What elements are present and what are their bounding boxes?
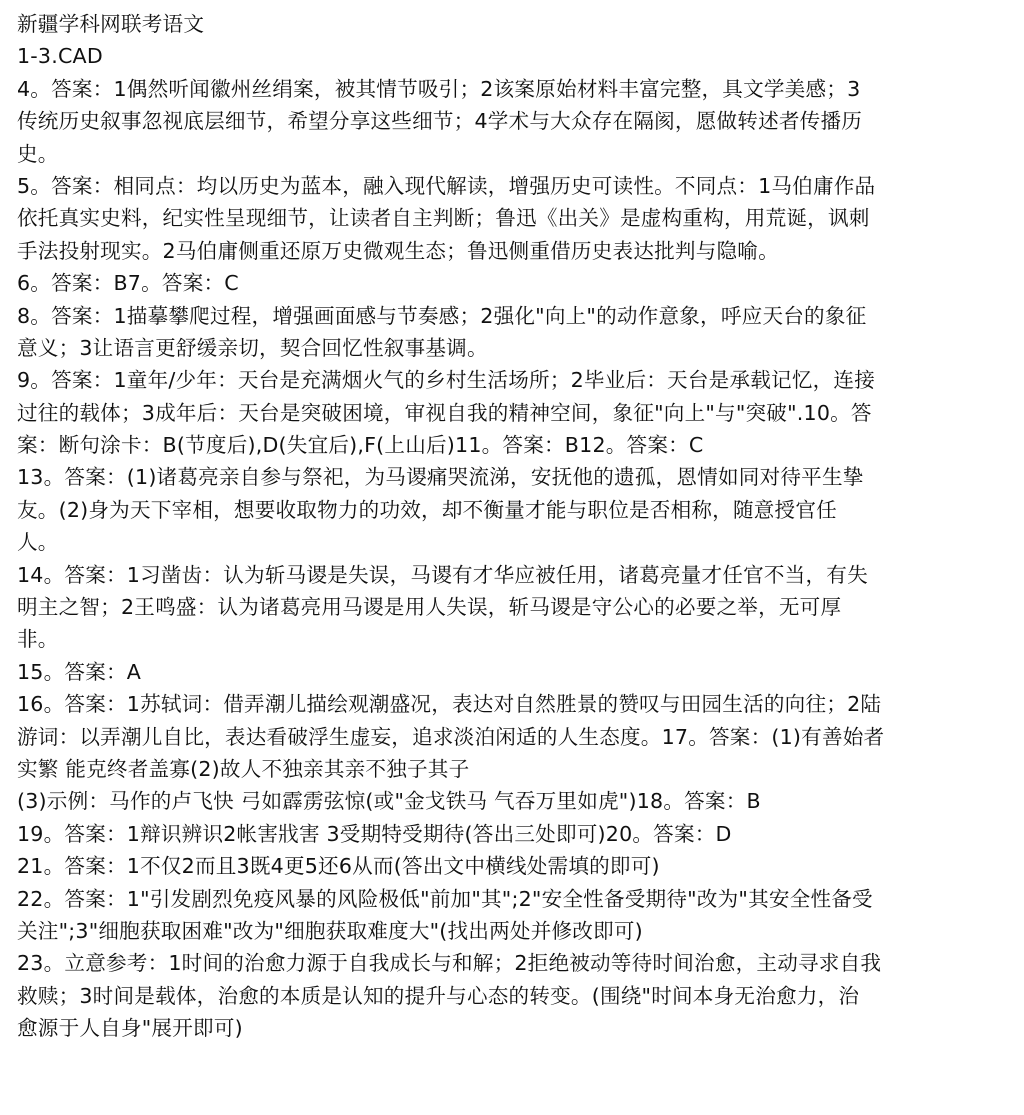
answer-line: (3)示例：马作的卢飞快 弓如霹雳弦惊(或"金戈铁马 气吞万里如虎")18。答案：B bbox=[17, 789, 761, 814]
answer-line: 实繁 能克终者盖寡(2)故人不独亲其亲不独子其子 bbox=[17, 756, 470, 781]
answer-line: 救赎；3时间是载体，治愈的本质是认知的提升与心态的转变。(围绕"时间本身无治愈力，治 bbox=[17, 983, 860, 1008]
answer-line: 游词：以弄潮儿自比，表达看破浮生虚妄，追求淡泊闲适的人生态度。17。答案：(1)有善始者 bbox=[17, 724, 885, 749]
answer-line: 过往的载体；3成年后：天台是突破困境，审视自我的精神空间，象征"向上"与"突破".10。答 bbox=[17, 400, 872, 425]
document-title: 新疆学科网联考语文 bbox=[17, 12, 205, 36]
answer-line: 手法投射现实。2马伯庸侧重还原万史微观生态；鲁迅侧重借历史表达批判与隐喻。 bbox=[17, 238, 779, 263]
answer-line: 非。 bbox=[17, 627, 59, 652]
answer-line: 1-3.CAD bbox=[17, 44, 103, 69]
answer-line: 愈源于人自身"展开即可) bbox=[17, 1016, 243, 1041]
answer-line: 9。答案：1童年/少年：天台是充满烟火气的乡村生活场所；2毕业后：天台是承载记忆，连接 bbox=[17, 368, 875, 393]
answer-line: 意义；3让语言更舒缓亲切，契合回忆性叙事基调。 bbox=[17, 335, 488, 360]
answer-line: 史。 bbox=[17, 141, 59, 166]
answer-line: 15。答案：A bbox=[17, 659, 142, 684]
answer-line: 6。答案：B7。答案：C bbox=[17, 271, 239, 296]
answer-line: 传统历史叙事忽视底层细节，希望分享这些细节；4学术与大众存在隔阂，愿做转述者传播历 bbox=[17, 109, 863, 134]
answer-line: 5。答案：相同点：均以历史为蓝本，融入现代解读，增强历史可读性。不同点：1马伯庸作品 bbox=[17, 173, 876, 198]
answer-line: 案：断句涂卡：B(节度后),D(失宜后),F(上山后)11。答案：B12。答案：C bbox=[17, 433, 704, 458]
answer-line: 22。答案：1"引发剧烈免疫风暴的风险极低"前加"其";2"安全性备受期待"改为"其安全性备受 bbox=[17, 886, 873, 911]
answer-line: 明主之智；2王鸣盛：认为诸葛亮用马谡是用人失误，斩马谡是守公心的必要之举，无可厚 bbox=[17, 595, 842, 620]
answer-line: 依托真实史料，纪实性呈现细节，让读者自主判断；鲁迅《出关》是虚构重构，用荒诞，讽刺 bbox=[17, 206, 870, 231]
answer-line: 8。答案：1描摹攀爬过程，增强画面感与节奏感；2强化"向上"的动作意象，呼应天台的象征 bbox=[17, 303, 867, 328]
answer-line: 21。答案：1不仅2而且3既4更5还6从而(答出文中横线处需填的即可) bbox=[17, 854, 660, 879]
answer-line: 13。答案：(1)诸葛亮亲自参与祭祀，为马谡痛哭流涕，安抚他的遗孤，恩情如同对待平生挚 bbox=[17, 465, 864, 490]
answer-line: 友。(2)身为天下宰相，想要收取物力的功效，却不衡量才能与职位是否相称，随意授官任 bbox=[17, 497, 837, 522]
answer-line: 19。答案：1辩识辨识2帐害戕害 3受期特受期待(答出三处即可)20。答案：D bbox=[17, 821, 732, 846]
answer-line: 23。立意参考：1时间的治愈力源于自我成长与和解；2拒绝被动等待时间治愈，主动寻求自我 bbox=[17, 951, 882, 976]
answer-line: 人。 bbox=[17, 530, 59, 555]
answer-line: 16。答案：1苏轼词：借弄潮儿描绘观潮盛况，表达对自然胜景的赞叹与田园生活的向往；2陆 bbox=[17, 692, 882, 717]
answer-line: 关注";3"细胞获取困难"改为"细胞获取难度大"(找出两处并修改即可) bbox=[17, 918, 643, 943]
answer-line: 14。答案：1习凿齿：认为斩马谡是失误，马谡有才华应被任用，诸葛亮量才任官不当，有失 bbox=[17, 562, 868, 587]
answer-line: 4。答案：1偶然听闻徽州丝绢案，被其情节吸引；2该案原始材料丰富完整，具文学美感；3 bbox=[17, 76, 861, 101]
